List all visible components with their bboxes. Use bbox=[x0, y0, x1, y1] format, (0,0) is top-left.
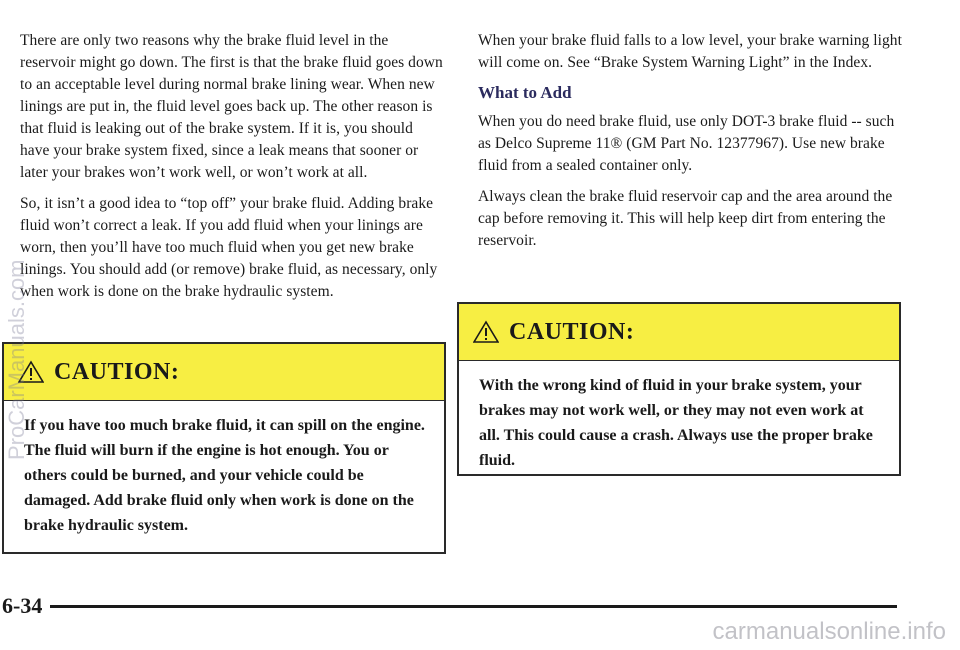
caution-box-wrong-fluid bbox=[457, 302, 901, 476]
caution-title: CAUTION: bbox=[54, 358, 180, 385]
side-watermark: ProCarManuals.com bbox=[4, 259, 29, 460]
bottom-watermark: carmanualsonline.info bbox=[712, 618, 946, 645]
page-number: 6-34 bbox=[2, 593, 43, 618]
caution-header bbox=[459, 304, 899, 361]
body-paragraph: Always clean the brake fluid reservoir cap and the area around the cap before removing it. This will help keep dirt from entering the reservoir. bbox=[478, 188, 893, 249]
warning-triangle-icon bbox=[473, 320, 499, 344]
caution-header bbox=[4, 344, 444, 401]
body-paragraph: When you do need brake fluid, use only DOT-3 brake fluid -- such as Delco Supreme 11® (GM Part No. 12377967). Use new brake fluid from a sealed container only. bbox=[478, 113, 895, 174]
section-heading: What to Add bbox=[478, 83, 572, 102]
left-column bbox=[20, 30, 445, 312]
caution-text: If you have too much brake fluid, it can spill on the engine. The fluid will burn if the engine is hot enough. You or others could be burned, and your vehicle could be damaged. Add brake fluid only when work is done on the brake hydraulic system. bbox=[24, 417, 425, 534]
caution-title: CAUTION: bbox=[509, 318, 635, 345]
body-paragraph: There are only two reasons why the brake fluid level in the reservoir might go down. The first is that the brake fluid goes down to an acceptable level during normal brake lining wear. When new linings are put in, the fluid level goes back up. The other reason is that fluid is leaking out of the brake system. If it is, you should have your brake system fixed, since a leak means that sooner or later your brakes won’t work well, or won’t work at all. bbox=[20, 32, 443, 181]
page-footer bbox=[2, 593, 897, 619]
caution-box-overfill bbox=[2, 342, 446, 554]
body-paragraph: When your brake fluid falls to a low level, your brake warning light will come on. See “Brake System Warning Light” in the Index. bbox=[478, 32, 902, 71]
body-paragraph: So, it isn’t a good idea to “top off” your brake fluid. Adding brake fluid won’t correct a leak. If you add fluid when your linings are worn, then you’ll have too much fluid when you get new brake linings. You should add (or remove) brake fluid, as necessary, only when work is done on the brake hydraulic system. bbox=[20, 195, 438, 300]
footer-rule bbox=[50, 605, 897, 608]
caution-text: With the wrong kind of fluid in your brake system, your brakes may not work well, or they may not even work at all. This could cause a crash. Always use the proper brake fluid. bbox=[479, 377, 873, 469]
right-column bbox=[478, 30, 903, 261]
